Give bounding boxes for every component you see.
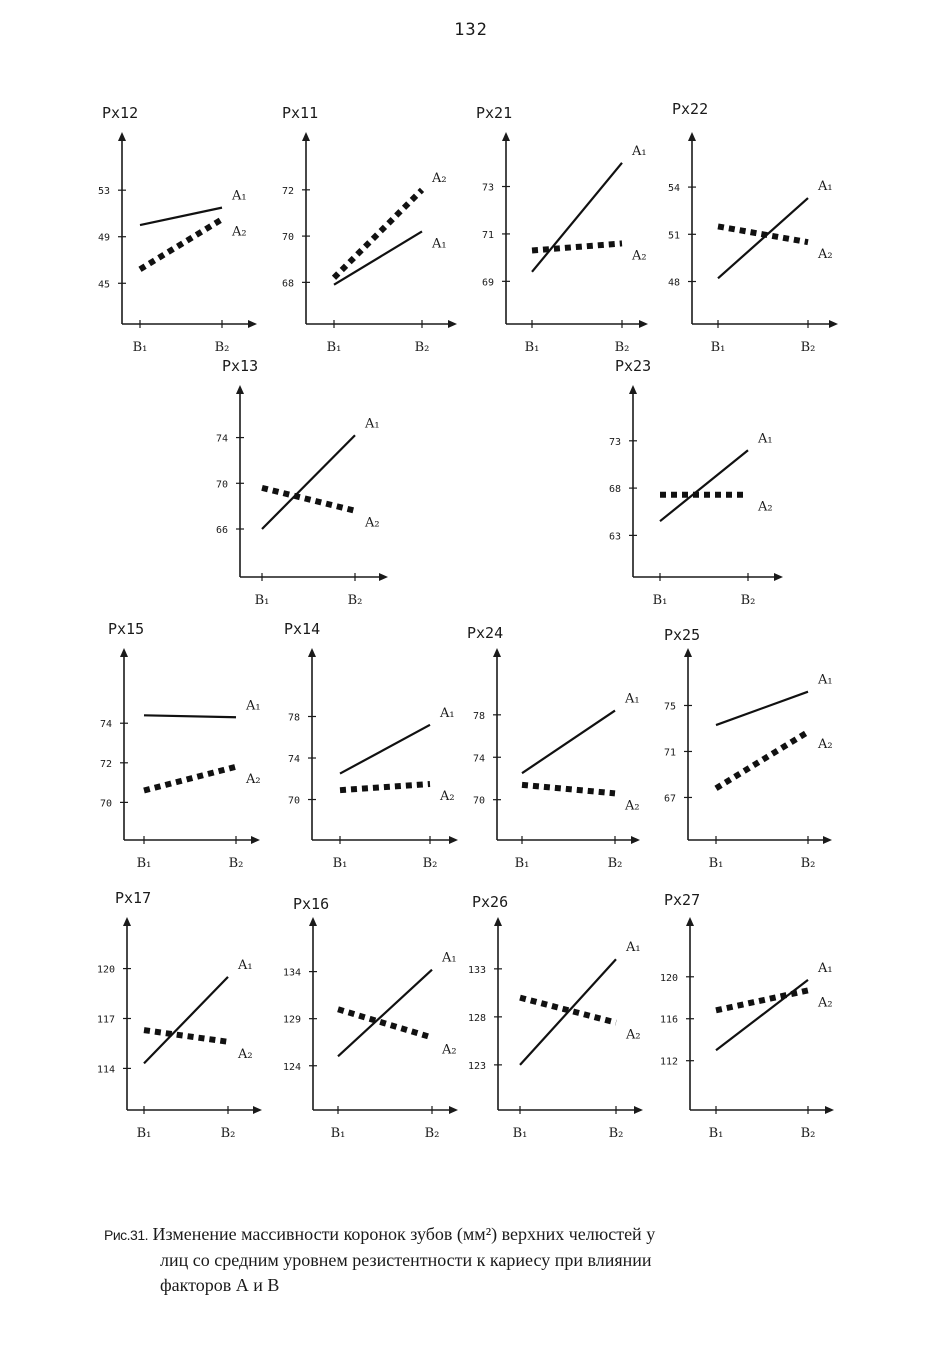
series-label-a2: A₂ — [232, 224, 247, 240]
chart-title: Px22 — [672, 100, 709, 118]
series-line-a1 — [340, 725, 430, 774]
y-tick-label: 74 — [472, 753, 485, 765]
chart-panel-px13 — [216, 357, 388, 608]
y-tick-label: 74 — [287, 754, 300, 766]
x-tick-label: B₁ — [652, 593, 668, 608]
y-tick-label: 69 — [481, 277, 494, 289]
chart-title: Px25 — [664, 626, 701, 644]
y-tick-label: 78 — [287, 712, 300, 724]
series-label-a2: A₂ — [818, 247, 833, 263]
series-label-a1: A₁ — [818, 179, 833, 195]
series-label-a2: A₂ — [246, 771, 261, 787]
y-axis-arrow — [629, 385, 637, 394]
y-tick-label: 54 — [667, 183, 680, 195]
chart-panel-px16 — [283, 895, 458, 1141]
y-tick-label: 70 — [472, 795, 485, 807]
y-tick-label: 114 — [96, 1064, 115, 1076]
series-label-a2: A₂ — [238, 1046, 253, 1062]
x-axis-arrow — [634, 1106, 643, 1114]
series-label-a1: A₁ — [818, 960, 833, 976]
y-axis-arrow — [302, 132, 310, 141]
y-axis-arrow — [120, 648, 128, 657]
series-line-a2 — [532, 243, 622, 250]
chart-panel-px21 — [476, 104, 648, 355]
series-label-a1: A₁ — [626, 940, 641, 956]
y-tick-label: 71 — [481, 229, 494, 241]
series-line-a2 — [716, 732, 808, 788]
y-tick-label: 63 — [608, 531, 621, 543]
series-label-a2: A₂ — [365, 515, 380, 531]
series-line-a1 — [144, 715, 236, 717]
x-axis-arrow — [829, 320, 838, 328]
y-axis-arrow — [684, 648, 692, 657]
series-line-a2 — [144, 1030, 228, 1042]
x-axis-arrow — [774, 573, 783, 581]
series-line-a2 — [716, 990, 808, 1010]
caption-line-2: лиц со средним уровнем резистентности к кариесу при влиянии — [160, 1250, 652, 1270]
y-tick-label: 70 — [99, 798, 112, 810]
y-axis-arrow — [308, 648, 316, 657]
y-tick-label: 49 — [97, 232, 110, 244]
x-tick-label: B₁ — [710, 340, 726, 355]
chart-title: Px16 — [293, 895, 330, 913]
series-label-a1: A₁ — [625, 691, 640, 707]
caption-line-3: факторов А и В — [160, 1275, 280, 1295]
y-tick-label: 116 — [659, 1014, 678, 1026]
series-label-a1: A₁ — [440, 705, 455, 721]
x-axis-arrow — [251, 836, 260, 844]
chart-panel-px14 — [284, 620, 458, 871]
series-label-a2: A₂ — [758, 499, 773, 515]
y-tick-label: 75 — [663, 701, 676, 713]
x-tick-label: B₁ — [136, 856, 152, 871]
y-tick-label: 71 — [663, 747, 676, 759]
y-tick-label: 134 — [282, 967, 301, 979]
x-tick-label: B₁ — [332, 856, 348, 871]
x-tick-label: B₂ — [608, 1126, 624, 1141]
x-tick-label: B₂ — [228, 856, 244, 871]
series-label-a2: A₂ — [818, 736, 833, 752]
chart-panel-px17 — [97, 889, 262, 1141]
series-line-a1 — [520, 959, 616, 1065]
y-tick-label: 74 — [99, 719, 112, 731]
series-line-a2 — [144, 767, 236, 791]
y-tick-label: 117 — [96, 1014, 115, 1026]
y-tick-label: 133 — [467, 964, 486, 976]
x-axis-arrow — [825, 1106, 834, 1114]
series-label-a1: A₁ — [758, 431, 773, 447]
series-label-a2: A₂ — [626, 1027, 641, 1043]
caption-prefix: Рис.31. — [104, 1227, 149, 1243]
x-tick-label: B₂ — [414, 340, 430, 355]
y-axis-arrow — [494, 917, 502, 926]
series-label-a1: A₁ — [632, 143, 647, 159]
y-axis-arrow — [309, 917, 317, 926]
x-tick-label: B₂ — [220, 1126, 236, 1141]
x-tick-label: B₂ — [214, 340, 230, 355]
x-axis-arrow — [639, 320, 648, 328]
x-tick-label: B₁ — [254, 593, 270, 608]
figure-caption — [104, 1222, 824, 1298]
x-tick-label: B₂ — [800, 1126, 816, 1141]
y-tick-label: 48 — [667, 277, 680, 289]
series-label-a2: A₂ — [818, 995, 833, 1011]
x-tick-label: B₁ — [136, 1126, 152, 1141]
page-number: 132 — [454, 20, 488, 40]
series-line-a1 — [660, 450, 748, 521]
series-line-a1 — [716, 692, 808, 725]
x-axis-arrow — [449, 1106, 458, 1114]
x-tick-label: B₂ — [740, 593, 756, 608]
x-axis-arrow — [631, 836, 640, 844]
x-tick-label: B₂ — [424, 1126, 440, 1141]
series-line-a1 — [140, 208, 222, 225]
x-tick-label: B₂ — [800, 340, 816, 355]
series-label-a1: A₁ — [818, 672, 833, 688]
x-axis-arrow — [253, 1106, 262, 1114]
y-tick-label: 67 — [663, 793, 676, 805]
series-label-a1: A₁ — [238, 957, 253, 973]
y-tick-label: 73 — [608, 436, 621, 448]
series-label-a2: A₂ — [625, 798, 640, 814]
y-tick-label: 72 — [99, 758, 112, 770]
series-label-a1: A₁ — [432, 236, 447, 252]
series-line-a1 — [144, 977, 228, 1064]
y-tick-label: 124 — [282, 1061, 301, 1073]
x-tick-label: B₁ — [512, 1126, 528, 1141]
y-tick-label: 120 — [96, 964, 115, 976]
x-tick-label: B₂ — [800, 856, 816, 871]
chart-title: Px14 — [284, 620, 321, 638]
y-axis-arrow — [688, 132, 696, 141]
series-label-a1: A₁ — [442, 950, 457, 966]
y-tick-label: 68 — [281, 278, 294, 290]
x-tick-label: B₁ — [708, 1126, 724, 1141]
chart-title: Px21 — [476, 104, 513, 122]
series-label-a1: A₁ — [365, 416, 380, 432]
y-tick-label: 45 — [97, 279, 110, 291]
y-tick-label: 68 — [608, 484, 621, 496]
chart-title: Px17 — [115, 889, 152, 907]
series-label-a2: A₂ — [432, 170, 447, 186]
chart-title: Px24 — [467, 624, 504, 642]
y-axis-arrow — [493, 648, 501, 657]
series-label-a1: A₁ — [232, 188, 247, 204]
chart-panel-px11 — [282, 104, 457, 355]
x-tick-label: B₁ — [514, 856, 530, 871]
y-tick-label: 123 — [467, 1060, 486, 1072]
chart-title: Px23 — [615, 357, 652, 375]
x-axis-arrow — [449, 836, 458, 844]
series-label-a2: A₂ — [440, 788, 455, 804]
series-line-a1 — [522, 711, 615, 774]
y-axis-arrow — [118, 132, 126, 141]
chart-panel-px22 — [668, 100, 838, 355]
y-tick-label: 66 — [215, 525, 228, 536]
y-tick-label: 73 — [481, 182, 494, 194]
chart-title: Px13 — [222, 357, 259, 375]
y-tick-label: 72 — [281, 185, 294, 197]
series-line-a1 — [334, 231, 422, 284]
x-tick-label: B₂ — [422, 856, 438, 871]
chart-panel-px24 — [467, 624, 640, 871]
x-tick-label: B₁ — [132, 340, 148, 355]
chart-title: Px27 — [664, 891, 701, 909]
y-tick-label: 70 — [287, 795, 300, 807]
x-axis-arrow — [379, 573, 388, 581]
chart-panel-px15 — [100, 620, 261, 871]
chart-panel-px27 — [660, 891, 834, 1141]
y-tick-label: 129 — [282, 1014, 301, 1026]
chart-title: Px12 — [102, 104, 139, 122]
x-tick-label: B₂ — [347, 593, 363, 608]
series-line-a1 — [262, 435, 355, 529]
series-line-a2 — [520, 998, 616, 1023]
chart-panel-px12 — [98, 104, 257, 355]
chart-panel-px23 — [609, 357, 783, 608]
series-line-a2 — [334, 190, 422, 278]
x-tick-label: B₂ — [614, 340, 630, 355]
series-label-a1: A₁ — [246, 698, 261, 714]
chart-title: Px15 — [108, 620, 145, 638]
chart-panel-px25 — [664, 626, 833, 871]
y-tick-label: 78 — [472, 710, 485, 722]
series-line-a2 — [718, 226, 808, 242]
y-tick-label: 112 — [659, 1056, 678, 1068]
y-tick-label: 53 — [97, 186, 110, 198]
y-axis-arrow — [236, 385, 244, 394]
y-axis-arrow — [686, 917, 694, 926]
y-tick-label: 51 — [667, 230, 680, 242]
series-line-a2 — [262, 488, 355, 511]
x-axis-arrow — [823, 836, 832, 844]
caption-line-1: Изменение массивности коронок зубов (мм²) верхних челюстей у — [152, 1224, 656, 1244]
x-tick-label: B₁ — [524, 340, 540, 355]
y-axis-arrow — [123, 917, 131, 926]
y-tick-label: 70 — [281, 232, 294, 244]
x-tick-label: B₁ — [330, 1126, 346, 1141]
chart-title: Px26 — [472, 893, 509, 911]
chart-panel-px26 — [468, 893, 643, 1141]
series-line-a2 — [522, 785, 615, 793]
chart-title: Px11 — [282, 104, 319, 122]
y-axis-arrow — [502, 132, 510, 141]
x-axis-arrow — [448, 320, 457, 328]
y-tick-label: 74 — [215, 433, 228, 445]
x-axis-arrow — [248, 320, 257, 328]
series-line-a2 — [340, 784, 430, 790]
x-tick-label: B₂ — [607, 856, 623, 871]
series-line-a2 — [140, 219, 222, 269]
x-tick-label: B₁ — [326, 340, 342, 355]
series-label-a2: A₂ — [442, 1042, 457, 1058]
series-label-a2: A₂ — [632, 248, 647, 264]
series-line-a1 — [532, 163, 622, 272]
x-tick-label: B₁ — [708, 856, 724, 871]
y-tick-label: 128 — [467, 1012, 486, 1024]
y-tick-label: 120 — [659, 972, 678, 984]
y-tick-label: 70 — [215, 479, 228, 491]
